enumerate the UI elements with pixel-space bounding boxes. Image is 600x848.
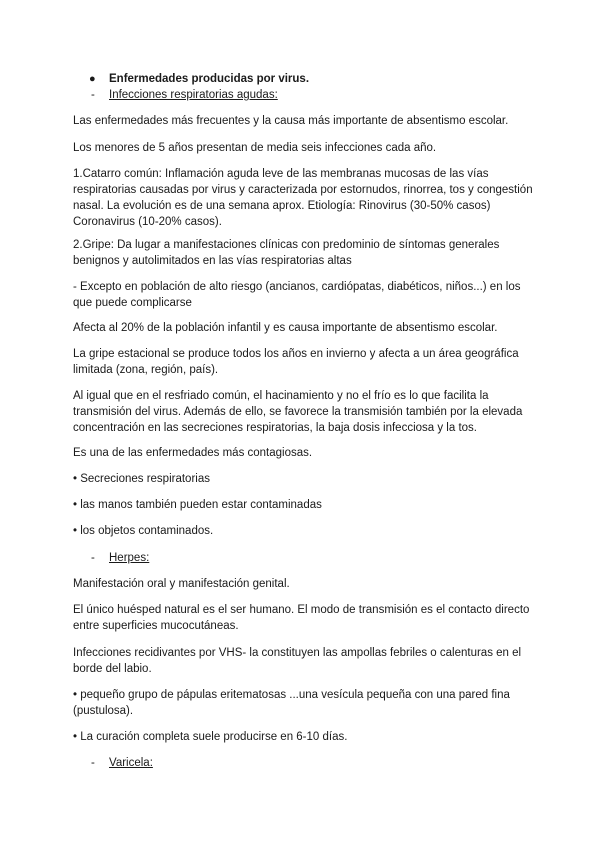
- list-item: • las manos también pueden estar contaminadas: [73, 499, 322, 511]
- section-heading: [89, 71, 309, 87]
- paragraph: Manifestación oral y manifestación genital.: [73, 578, 290, 590]
- bullet-dot-icon: ●: [89, 73, 96, 85]
- paragraph: Al igual que en el resfriado común, el hacinamiento y no el frío es lo que facilita la transmisión del virus. Además de ello, se favorece la transmisión también por la elevada concentración en las secreciones respiratorias, la baja dosis infecciosa y la tos.: [73, 390, 523, 434]
- dash-marker: -: [91, 757, 95, 769]
- list-item: • los objetos contaminados.: [73, 525, 214, 537]
- paragraph: Infecciones recidivantes por VHS- la constituyen las ampollas febriles o calenturas en el borde del labio.: [73, 647, 522, 675]
- subheading-label: Infecciones respiratorias agudas:: [109, 89, 278, 101]
- section-title: Enfermedades producidas por virus.: [109, 73, 310, 85]
- subheading-label: Herpes:: [109, 552, 150, 564]
- list-item: • Secreciones respiratorias: [73, 473, 210, 485]
- subheading-herpes: [91, 550, 149, 566]
- dash-marker: -: [91, 552, 95, 564]
- subheading-infecciones: [91, 87, 278, 103]
- paragraph: - Excepto en población de alto riesgo (ancianos, cardiópatas, diabéticos, niños...) en los que puede complicarse: [73, 281, 521, 309]
- paragraph: 2.Gripe: Da lugar a manifestaciones clínicas con predominio de síntomas generales benignos y autolimitados en las vías respiratorias altas: [73, 239, 500, 267]
- subheading-varicela: [91, 755, 153, 771]
- list-item: • La curación completa suele producirse en 6-10 días.: [73, 731, 348, 743]
- paragraph: 1.Catarro común: Inflamación aguda leve de las membranas mucosas de las vías respiratorias causadas por virus y caracterizada por estornudos, rinorrea, tos y congestión nasal. La evolución es de una semana aprox. Etiología: Rinovirus (30-50% casos) Coronavirus (10-20% casos).: [73, 168, 533, 228]
- paragraph: La gripe estacional se produce todos los años en invierno y afecta a un área geográfica limitada (zona, región, país).: [73, 348, 519, 376]
- paragraph: Afecta al 20% de la población infantil y es causa importante de absentismo escolar.: [73, 322, 498, 334]
- paragraph: Los menores de 5 años presentan de media seis infecciones cada año.: [73, 142, 437, 154]
- dash-marker: -: [91, 89, 95, 101]
- subheading-label: Varicela:: [109, 757, 153, 769]
- paragraph: Es una de las enfermedades más contagiosas.: [73, 447, 313, 459]
- paragraph: El único huésped natural es el ser humano. El modo de transmisión es el contacto directo entre superficies mucocutáneas.: [73, 604, 530, 632]
- list-item: • pequeño grupo de pápulas eritematosas ...una vesícula pequeña con una pared fina (pustulosa).: [73, 689, 510, 717]
- paragraph: Las enfermedades más frecuentes y la causa más importante de absentismo escolar.: [73, 115, 509, 127]
